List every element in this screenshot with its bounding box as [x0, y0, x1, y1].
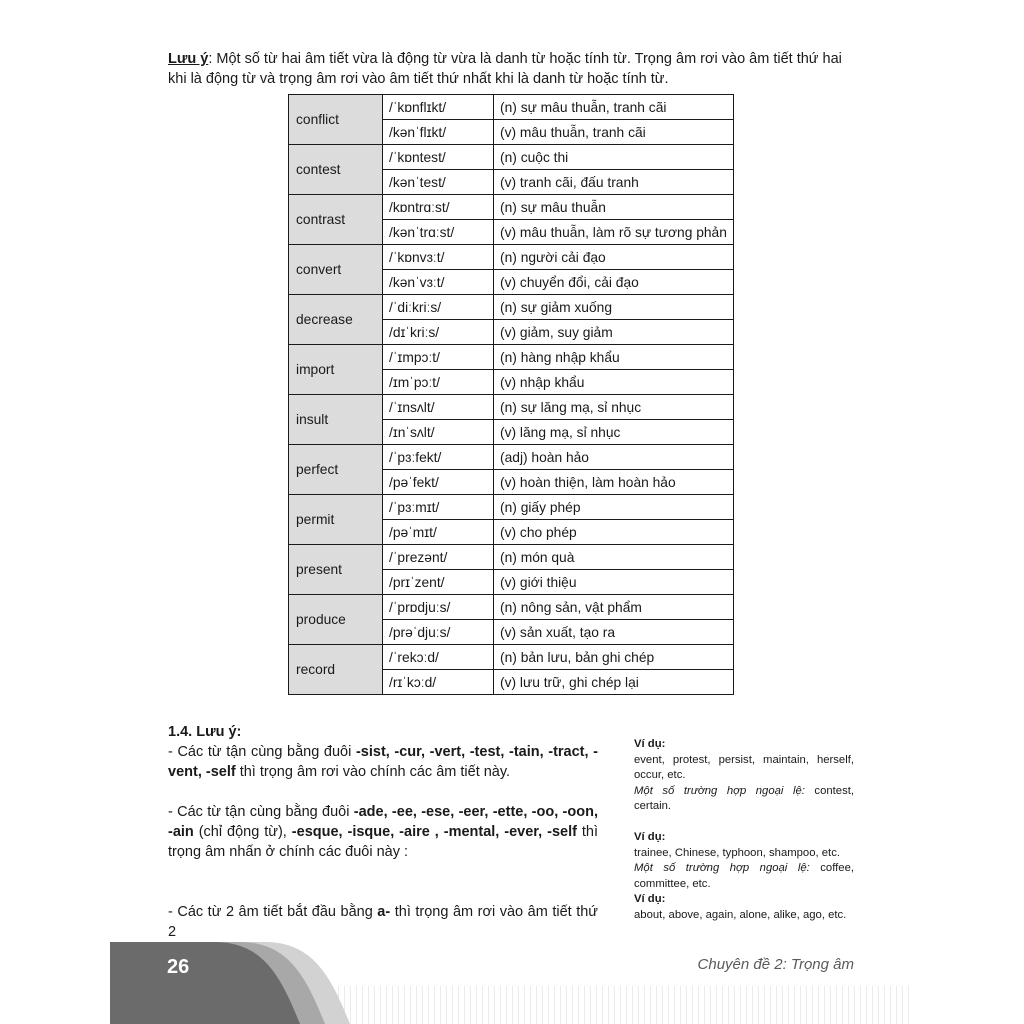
page-number: 26: [167, 956, 190, 978]
ipa-cell: /ˈkɒnflɪkt/: [383, 95, 494, 120]
note-text: : Một số từ hai âm tiết vừa là động từ vừa là danh từ hoặc tính từ. Trọng âm rơi vào âm tiết thứ hai khi là động từ và trọng âm rơi vào âm tiết thứ nhất khi là danh từ hoặc tính từ.: [168, 51, 842, 87]
ipa-cell: /ˈkɒnvɜːt/: [383, 245, 494, 270]
table-row: [289, 145, 734, 170]
meaning-cell: (n) hàng nhập khẩu: [494, 345, 734, 370]
meaning-cell: (adj) hoàn hảo: [494, 445, 734, 470]
table-row: [289, 595, 734, 620]
ipa-cell: /kənˈvɜːt/: [383, 270, 494, 295]
meaning-cell: (v) mâu thuẫn, làm rõ sự tương phản: [494, 220, 734, 245]
ipa-cell: /kənˈtrɑːst/: [383, 220, 494, 245]
ipa-cell: /ˈkɒntest/: [383, 145, 494, 170]
word-cell: conflict: [289, 95, 383, 145]
meaning-cell: (v) tranh cãi, đấu tranh: [494, 170, 734, 195]
ipa-cell: /kɒntrɑːst/: [383, 195, 494, 220]
table-row: [289, 395, 734, 420]
ipa-cell: /ˈprezənt/: [383, 545, 494, 570]
ipa-cell: /pəˈfekt/: [383, 470, 494, 495]
ipa-cell: /prəˈdjuːs/: [383, 620, 494, 645]
meaning-cell: (v) giảm, suy giảm: [494, 320, 734, 345]
examples-column: [634, 737, 854, 924]
word-cell: produce: [289, 595, 383, 645]
meaning-cell: (v) mâu thuẫn, tranh cãi: [494, 120, 734, 145]
ipa-cell: /rɪˈkɔːd/: [383, 670, 494, 695]
stress-table-body: [289, 95, 734, 695]
ipa-cell: /prɪˈzent/: [383, 570, 494, 595]
word-cell: permit: [289, 495, 383, 545]
word-cell: perfect: [289, 445, 383, 495]
meaning-cell: (n) món quà: [494, 545, 734, 570]
meaning-cell: (v) lăng mạ, sỉ nhục: [494, 420, 734, 445]
section-heading: 1.4. Lưu ý:: [168, 724, 242, 740]
meaning-cell: (n) người cải đạo: [494, 245, 734, 270]
page-footer: [110, 940, 914, 1024]
table-row: [289, 95, 734, 120]
table-row: [289, 345, 734, 370]
rule-2: - Các từ tận cùng bằng đuôi -ade, -ee, -ese, -eer, -ette, -oo, -oon, -ain (chỉ động từ), -esque, -isque, -aire , -mental, -ever, -self thì trọng âm nhấn ở chính các đuôi này :: [168, 804, 599, 860]
word-cell: import: [289, 345, 383, 395]
meaning-cell: (n) bản lưu, bản ghi chép: [494, 645, 734, 670]
word-cell: insult: [289, 395, 383, 445]
word-cell: record: [289, 645, 383, 695]
rule-3: - Các từ 2 âm tiết bắt đầu bằng a- thì trọng âm rơi vào âm tiết thứ 2: [168, 904, 598, 940]
meaning-cell: (n) sự mâu thuẫn, tranh cãi: [494, 95, 734, 120]
chapter-title: Chuyên đề 2: Trọng âm: [697, 956, 854, 973]
meaning-cell: (v) chuyển đổi, cải đạo: [494, 270, 734, 295]
footer-band-graphic: [110, 940, 914, 1024]
ipa-cell: /ɪnˈsʌlt/: [383, 420, 494, 445]
example-2-words: trainee, Chinese, typhoon, shampoo, etc.: [634, 846, 840, 859]
example-3-heading: Ví dụ:: [634, 893, 666, 906]
meaning-cell: (n) sự giảm xuống: [494, 295, 734, 320]
word-cell: convert: [289, 245, 383, 295]
ipa-cell: /ˈɪmpɔːt/: [383, 345, 494, 370]
word-cell: present: [289, 545, 383, 595]
table-row: [289, 645, 734, 670]
ipa-cell: /ˈpɜːfekt/: [383, 445, 494, 470]
ipa-cell: /ɪmˈpɔːt/: [383, 370, 494, 395]
meaning-cell: (n) cuộc thi: [494, 145, 734, 170]
meaning-cell: (v) lưu trữ, ghi chép lại: [494, 670, 734, 695]
ipa-cell: /ˈpɜːmɪt/: [383, 495, 494, 520]
rule-1: - Các từ tận cùng bằng đuôi -sist, -cur, -vert, -test, -tain, -tract, -vent, -self thì trọng âm rơi vào chính các âm tiết này.: [168, 744, 598, 780]
ipa-cell: /ˈrekɔːd/: [383, 645, 494, 670]
table-row: [289, 245, 734, 270]
meaning-cell: (n) nông sản, vật phẩm: [494, 595, 734, 620]
meaning-cell: (v) giới thiệu: [494, 570, 734, 595]
table-row: [289, 445, 734, 470]
table-row: [289, 195, 734, 220]
example-2-heading: Ví dụ:: [634, 830, 666, 843]
word-cell: contrast: [289, 195, 383, 245]
note-paragraph: [168, 49, 858, 89]
ipa-cell: /kənˈtest/: [383, 170, 494, 195]
ipa-cell: /dɪˈkriːs/: [383, 320, 494, 345]
table-row: [289, 295, 734, 320]
note-label: Lưu ý: [168, 51, 209, 67]
meaning-cell: (n) giấy phép: [494, 495, 734, 520]
example-1-words: event, protest, persist, maintain, herself, occur, etc.: [634, 753, 854, 782]
example-3-words: about, above, again, alone, alike, ago, etc.: [634, 908, 847, 921]
example-1-heading: Ví dụ:: [634, 738, 666, 750]
meaning-cell: (v) sản xuất, tạo ra: [494, 620, 734, 645]
meaning-cell: (n) sự mâu thuẫn: [494, 195, 734, 220]
ipa-cell: /ˈɪnsʌlt/: [383, 395, 494, 420]
example-2-exceptions: Một số trường hợp ngoại lệ: coffee, committee, etc.: [634, 862, 854, 890]
word-cell: decrease: [289, 295, 383, 345]
meaning-cell: (v) nhập khẩu: [494, 370, 734, 395]
ipa-cell: /kənˈflɪkt/: [383, 120, 494, 145]
stress-table: [288, 94, 734, 695]
table-row: [289, 495, 734, 520]
ipa-cell: /pəˈmɪt/: [383, 520, 494, 545]
notes-section: [168, 722, 598, 942]
table-row: [289, 545, 734, 570]
meaning-cell: (v) hoàn thiện, làm hoàn hảo: [494, 470, 734, 495]
word-cell: contest: [289, 145, 383, 195]
meaning-cell: (n) sự lăng mạ, sỉ nhục: [494, 395, 734, 420]
example-1-exceptions: Một số trường hợp ngoại lệ: contest, certain.: [634, 784, 854, 813]
ipa-cell: /ˈdiːkriːs/: [383, 295, 494, 320]
ipa-cell: /ˈprɒdjuːs/: [383, 595, 494, 620]
meaning-cell: (v) cho phép: [494, 520, 734, 545]
